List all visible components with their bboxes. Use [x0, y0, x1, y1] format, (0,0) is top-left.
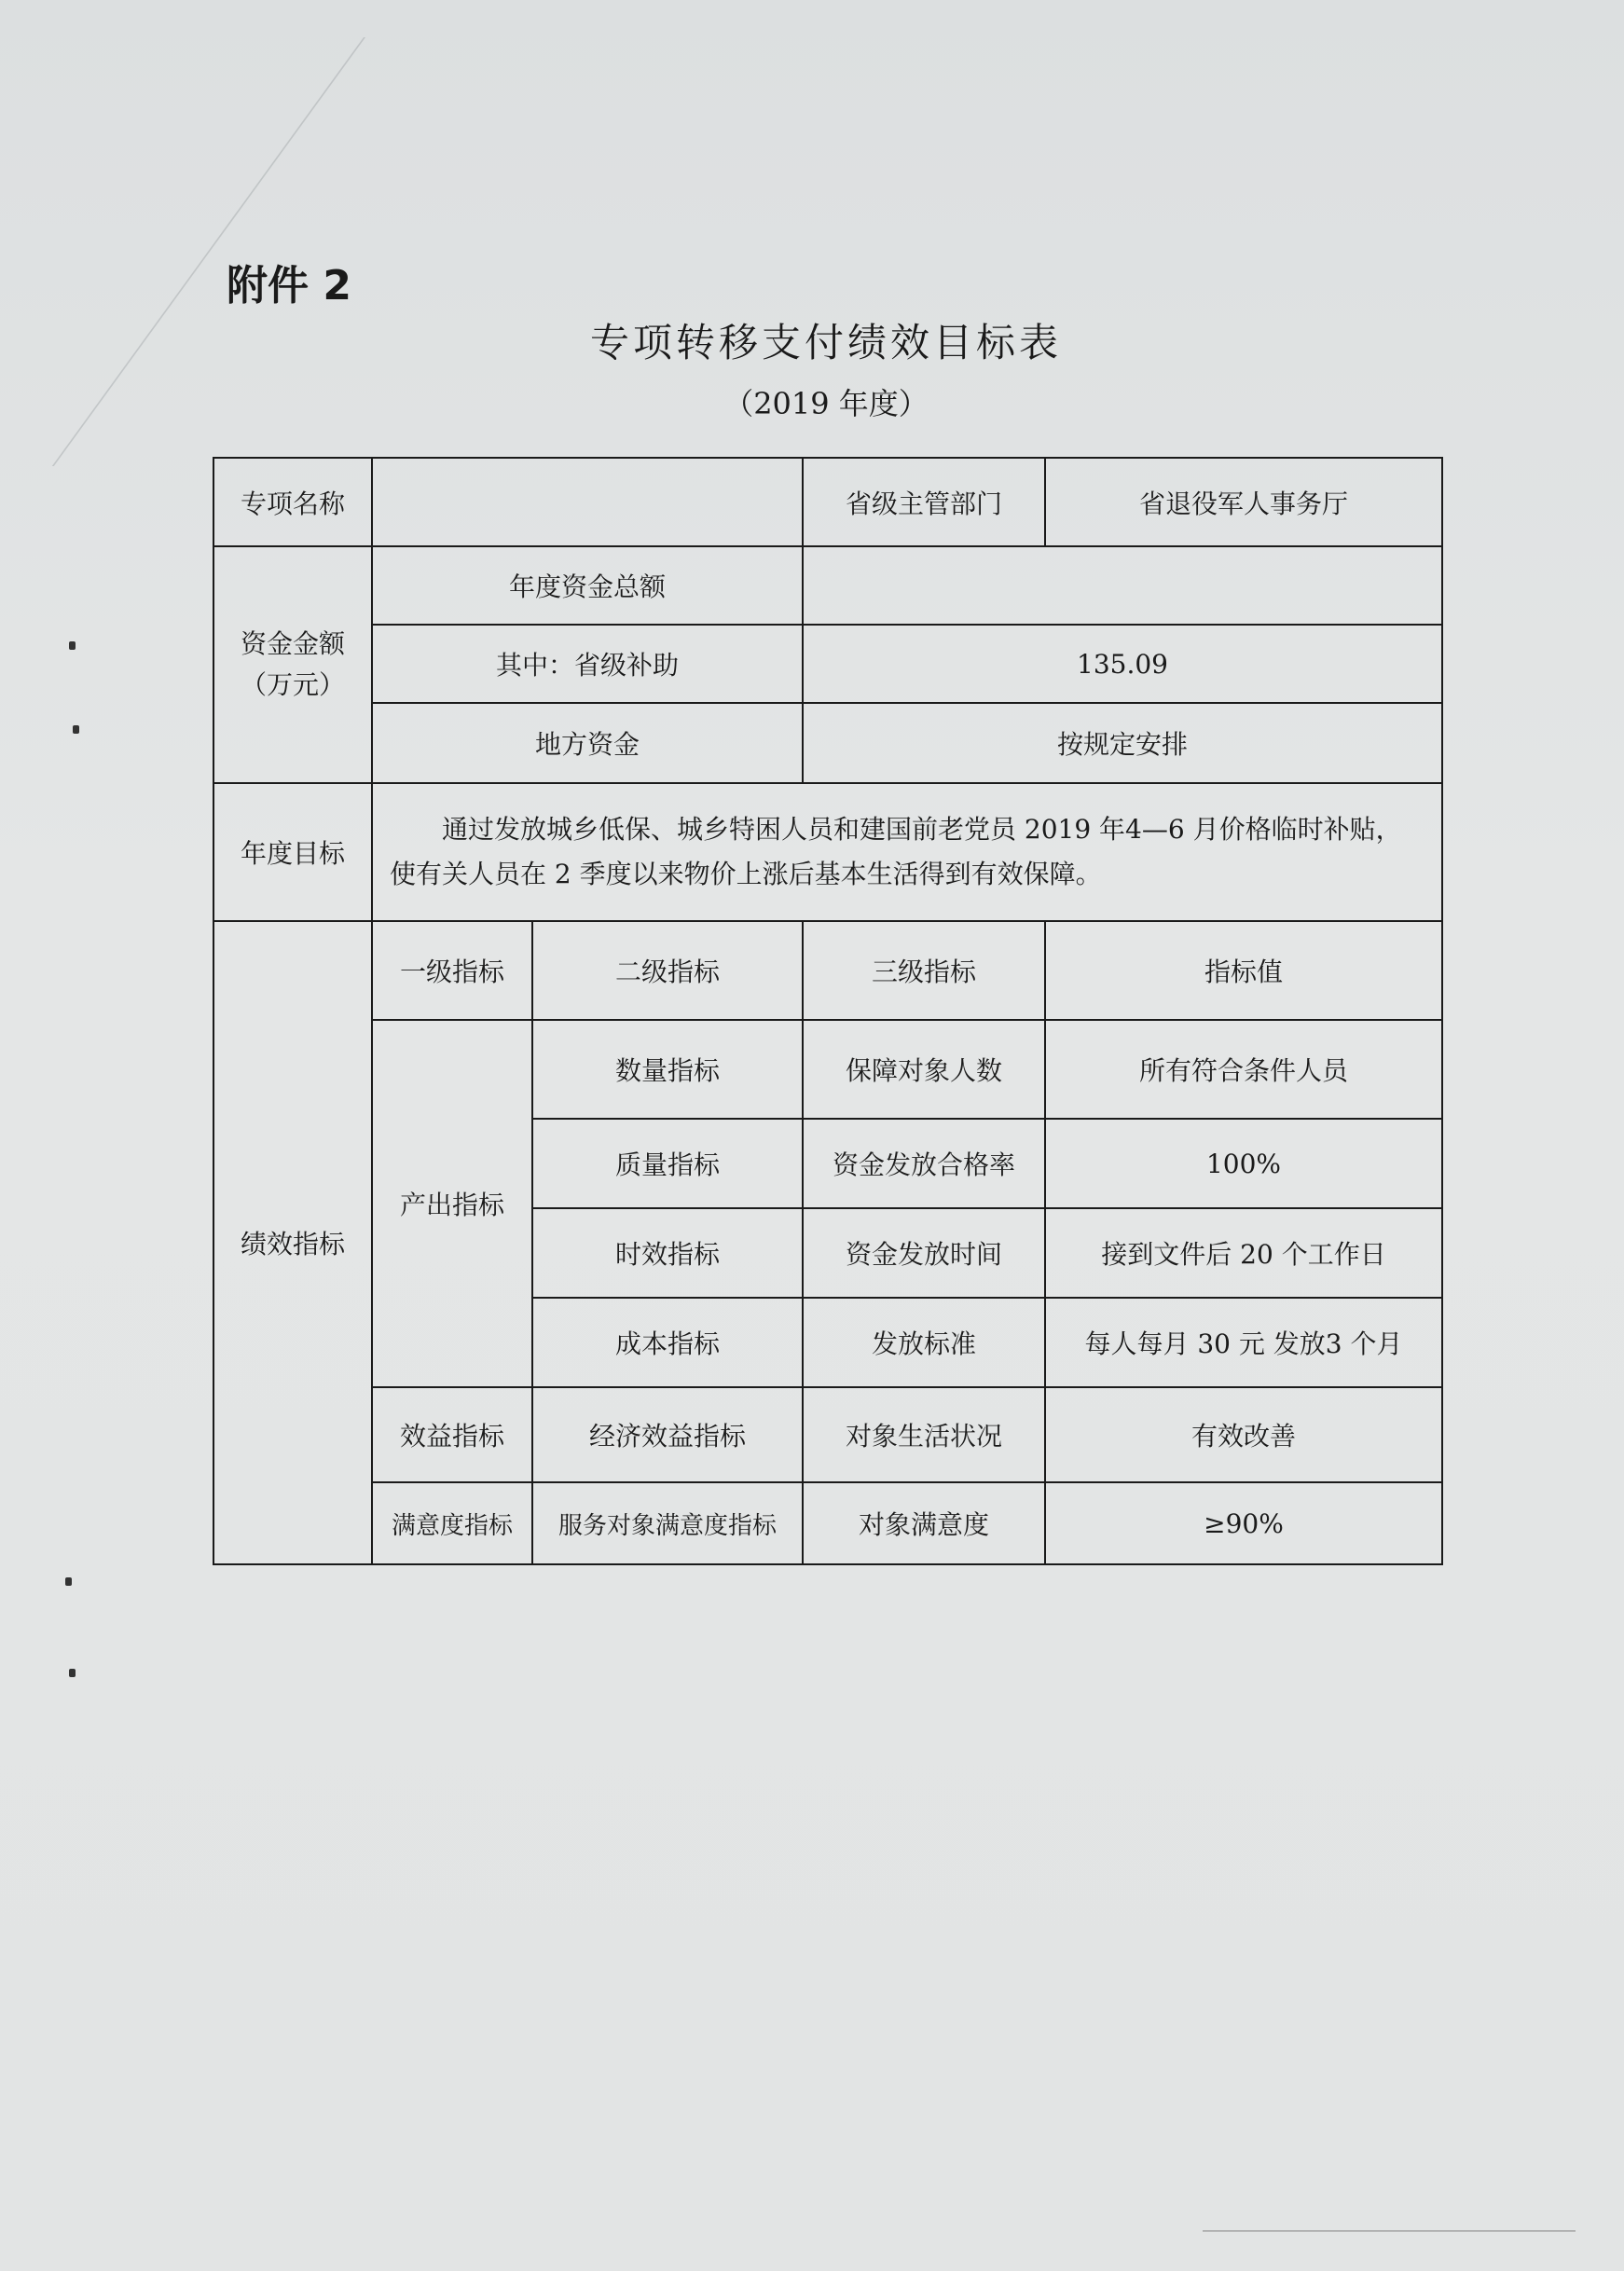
output-level2: 时效指标: [532, 1208, 803, 1298]
provincial-subsidy-value: 135.09: [803, 625, 1442, 703]
page-subtitle: （2019 年度）: [723, 386, 929, 421]
output-value: 所有符合条件人员: [1045, 1020, 1442, 1119]
edge-mark: [1203, 2230, 1576, 2232]
table-row: [213, 458, 1442, 546]
attachment-label: 附件 2: [227, 262, 351, 310]
header-level2: 二级指标: [532, 921, 803, 1020]
output-level2: 质量指标: [532, 1119, 803, 1208]
project-name-label: 专项名称: [213, 458, 372, 546]
output-value: 每人每月 30 元 发放3 个月: [1045, 1298, 1442, 1387]
table-row: [213, 1482, 1442, 1564]
output-level3: 资金发放时间: [803, 1208, 1045, 1298]
department-label: 省级主管部门: [803, 458, 1045, 546]
table-row: [213, 921, 1442, 1020]
annual-goal-text: 通过发放城乡低保、城乡特困人员和建国前老党员 2019 年4—6 月价格临时补贴，使有关人员在 2 季度以来物价上涨后基本生活得到有效保障。: [372, 783, 1442, 921]
table-row: [213, 625, 1442, 703]
project-name-value: [372, 458, 803, 546]
output-level3: 保障对象人数: [803, 1020, 1045, 1119]
benefit-level2: 经济效益指标: [532, 1387, 803, 1482]
annual-goal-label: 年度目标: [213, 783, 372, 921]
binding-hole-mark: [73, 725, 79, 734]
performance-target-table: [213, 457, 1443, 1565]
local-funds-label: 地方资金: [372, 703, 803, 783]
binding-hole-mark: [69, 1669, 76, 1677]
header-level3: 三级指标: [803, 921, 1045, 1020]
page-title: 专项转移支付绩效目标表: [589, 320, 1062, 365]
table-row: [213, 1020, 1442, 1119]
table-row: [213, 546, 1442, 625]
benefit-value: 有效改善: [1045, 1387, 1442, 1482]
output-indicators-label: 产出指标: [372, 1020, 532, 1387]
satisfaction-value: ≥90%: [1045, 1482, 1442, 1564]
benefit-level3: 对象生活状况: [803, 1387, 1045, 1482]
header-value: 指标值: [1045, 921, 1442, 1020]
table-row: [213, 783, 1442, 921]
satisfaction-level3: 对象满意度: [803, 1482, 1045, 1564]
output-level2: 数量指标: [532, 1020, 803, 1119]
annual-total-value: [803, 546, 1442, 625]
header-level1: 一级指标: [372, 921, 532, 1020]
provincial-subsidy-label: 其中：省级补助: [372, 625, 803, 703]
output-value: 接到文件后 20 个工作日: [1045, 1208, 1442, 1298]
binding-hole-mark: [65, 1577, 72, 1586]
output-level3: 发放标准: [803, 1298, 1045, 1387]
department-value: 省退役军人事务厅: [1045, 458, 1442, 546]
output-level2: 成本指标: [532, 1298, 803, 1387]
satisfaction-level2: 服务对象满意度指标: [532, 1482, 803, 1564]
output-level3: 资金发放合格率: [803, 1119, 1045, 1208]
output-value: 100%: [1045, 1119, 1442, 1208]
table-row: [213, 1387, 1442, 1482]
table-row: [213, 703, 1442, 783]
benefit-level1: 效益指标: [372, 1387, 532, 1482]
funds-label: 资金金额 （万元）: [213, 546, 372, 783]
satisfaction-level1: 满意度指标: [372, 1482, 532, 1564]
local-funds-value: 按规定安排: [803, 703, 1442, 783]
annual-total-label: 年度资金总额: [372, 546, 803, 625]
binding-hole-mark: [69, 641, 76, 650]
performance-indicators-label: 绩效指标: [213, 921, 372, 1564]
